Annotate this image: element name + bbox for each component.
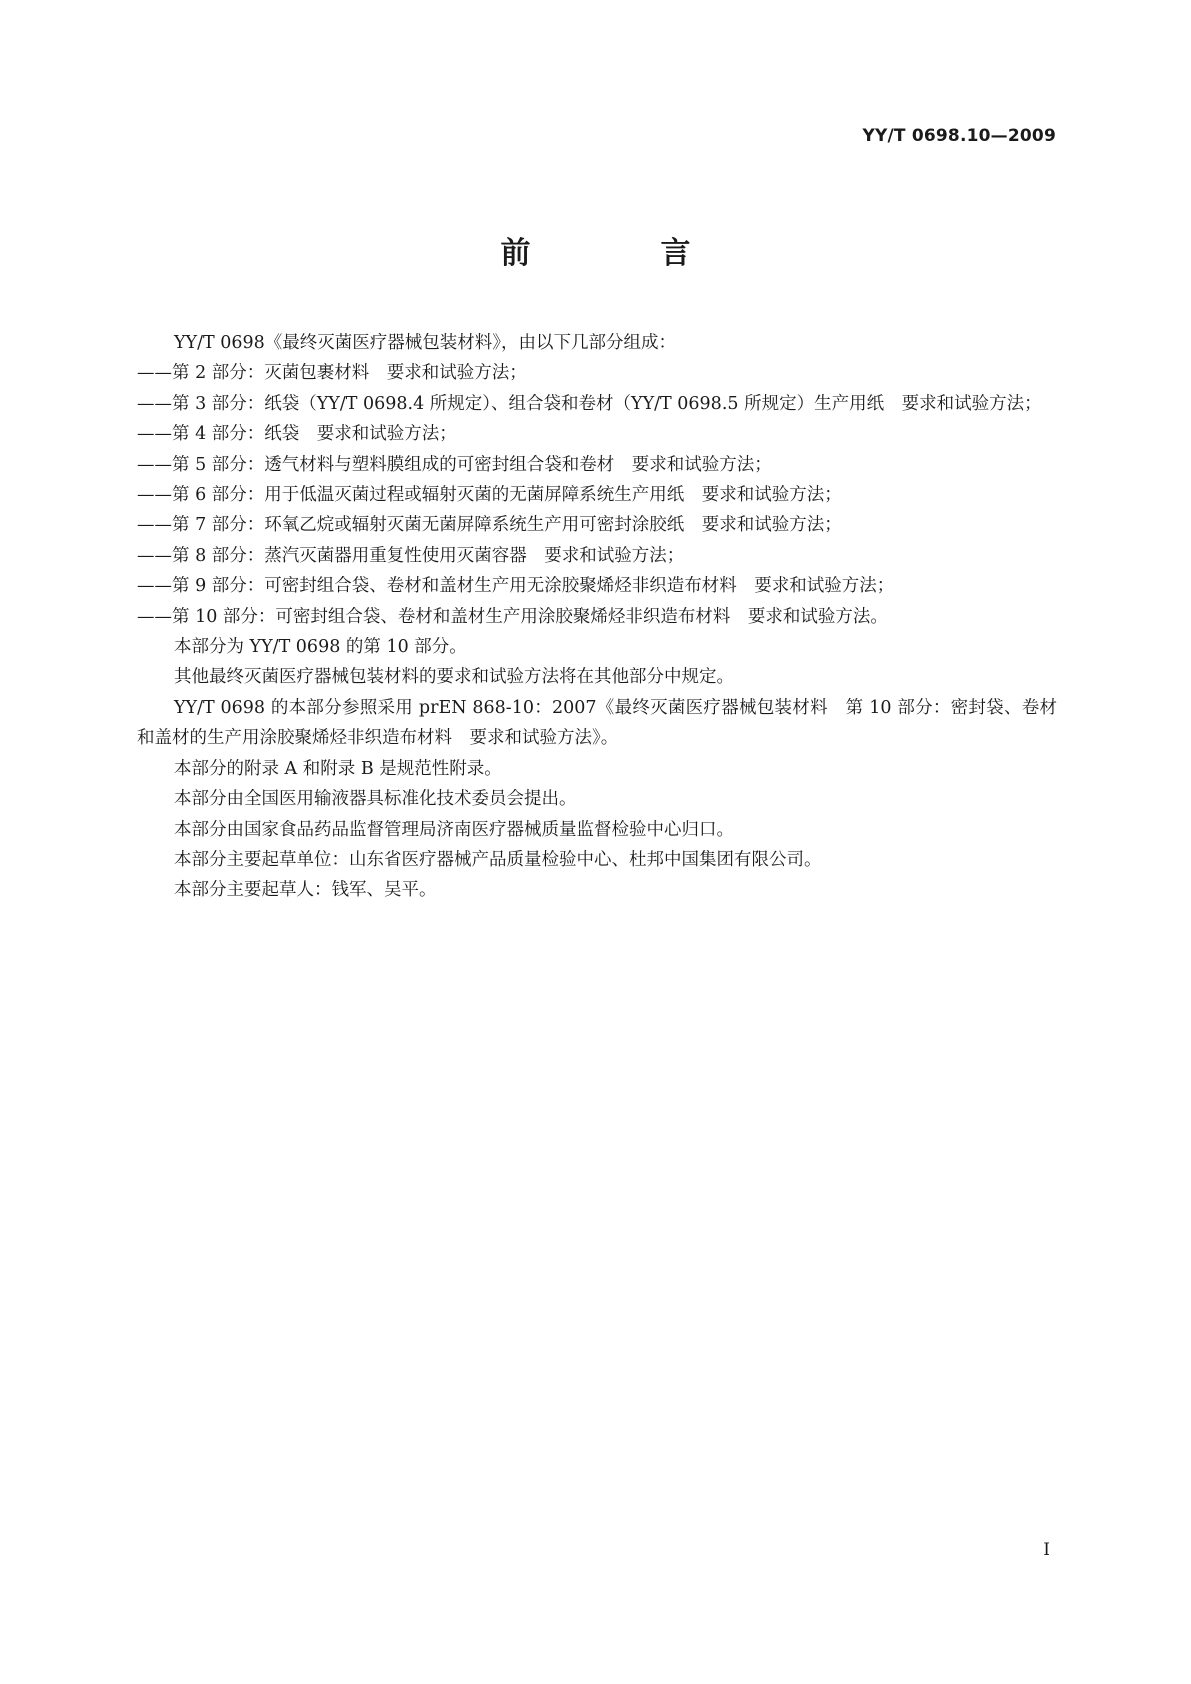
list-item: ——第 5 部分：透气材料与塑料膜组成的可密封组合袋和卷材 要求和试验方法；: [137, 454, 772, 475]
standard-code: YY/T 0698.10—2009: [862, 126, 1056, 146]
parts-list: [137, 358, 1057, 632]
list-item: ——第 3 部分：纸袋（YY/T 0698.4 所规定）、组合袋和卷材（YY/T 0698.5 所规定）生产用纸 要求和试验方法；: [137, 393, 1042, 414]
list-item: ——第 8 部分：蒸汽灭菌器用重复性使用灭菌容器 要求和试验方法；: [137, 545, 685, 566]
body-paragraph: 本部分的附录 A 和附录 B 是规范性附录。: [174, 758, 502, 779]
body-paragraph: 本部分主要起草单位：山东省医疗器械产品质量检验中心、杜邦中国集团有限公司。: [174, 849, 822, 870]
body-paragraph: 其他最终灭菌医疗器械包装材料的要求和试验方法将在其他部分中规定。: [174, 667, 734, 688]
page-title: 前 言: [500, 236, 741, 271]
list-item: ——第 2 部分：灭菌包裹材料 要求和试验方法；: [137, 363, 527, 384]
body-paragraph: 本部分为 YY/T 0698 的第 10 部分。: [174, 637, 467, 658]
body-paragraph: 本部分主要起草人：钱军、吴平。: [174, 880, 437, 901]
list-item: ——第 6 部分：用于低温灭菌过程或辐射灭菌的无菌屏障系统生产用纸 要求和试验方法；: [137, 485, 842, 506]
list-item: ——第 7 部分：环氧乙烷或辐射灭菌无菌屏障系统生产用可密封涂胶纸 要求和试验方法；: [137, 515, 842, 536]
body-paragraph: YY/T 0698 的本部分参照采用 prEN 868-10：2007《最终灭菌医疗器械包装材料 第 10 部分：密封袋、卷材和盖材的生产用涂胶聚烯烃非织造布材料 要求和试验方法》。: [137, 697, 1057, 749]
page-number: I: [1043, 1540, 1050, 1560]
intro-paragraph: YY/T 0698《最终灭菌医疗器械包装材料》，由以下几部分组成：: [174, 333, 677, 353]
body-paragraph: 本部分由全国医用输液器具标准化技术委员会提出。: [174, 789, 577, 810]
list-item: ——第 4 部分：纸袋 要求和试验方法；: [137, 424, 457, 445]
list-item: ——第 9 部分：可密封组合袋、卷材和盖材生产用无涂胶聚烯烃非织造布材料 要求和试验方法；: [137, 576, 895, 597]
list-item: ——第 10 部分：可密封组合袋、卷材和盖材生产用涂胶聚烯烃非织造布材料 要求和试验方法。: [137, 606, 888, 627]
foreword-body: [137, 328, 1057, 906]
body-paragraph: 本部分由国家食品药品监督管理局济南医疗器械质量监督检验中心归口。: [174, 819, 734, 840]
